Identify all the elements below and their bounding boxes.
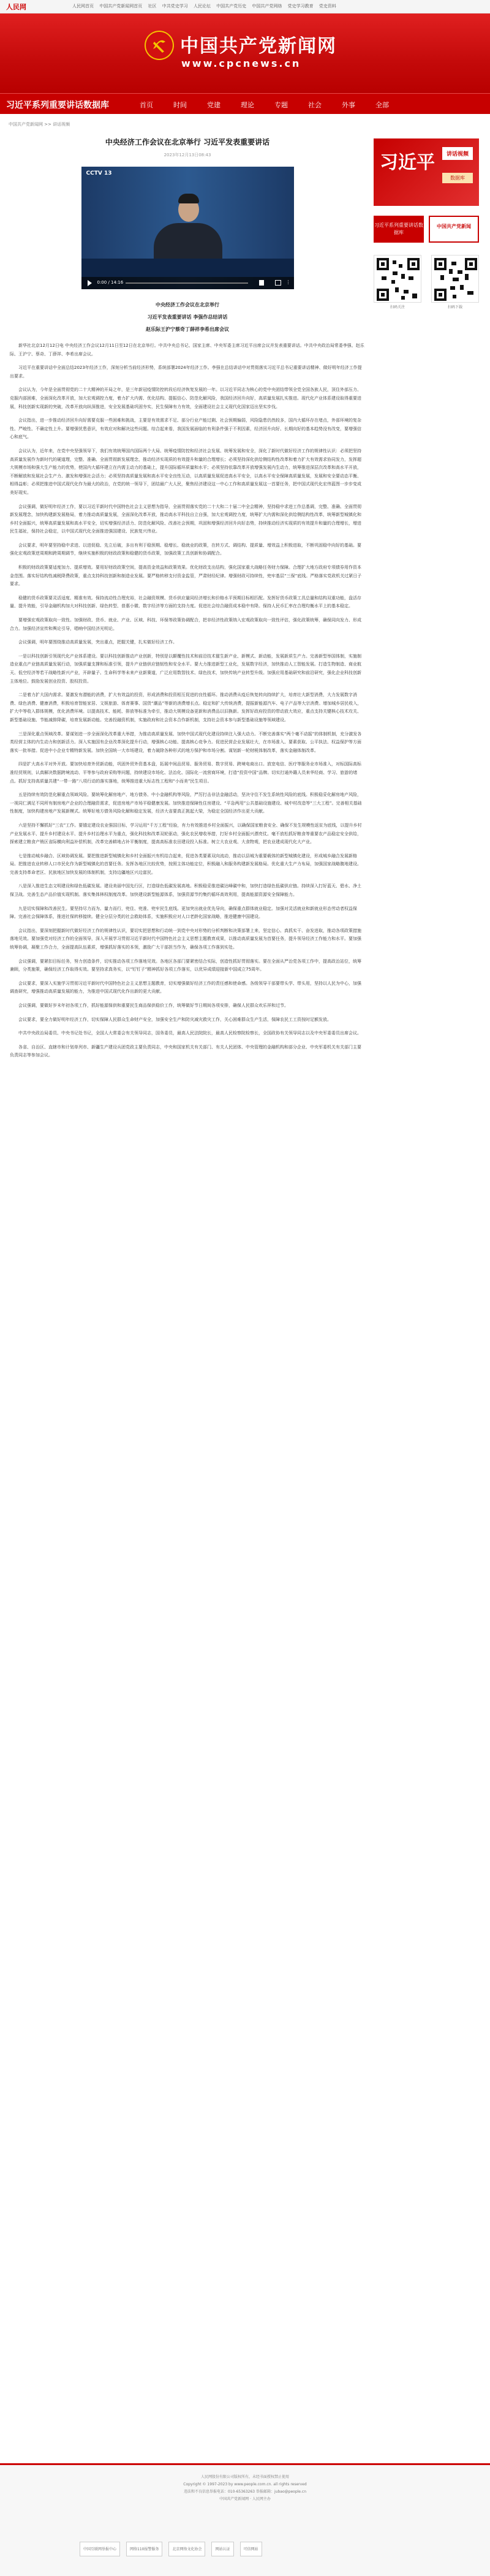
more-options-icon[interactable]: ⋮ (285, 279, 291, 285)
paragraph: 会议强调，做好明年经济工作，要以习近平新时代中国特色社会主义思想为指导，全面贯彻落实党的二十大和二十届二中全会精神，坚持稳中求进工作总基调，完整、准确、全面贯彻新发展理念，加快构建新发展格局，着力推动高质量发展，全面深化改革开放，推动高水平科技自立自强，加大宏观调控力度，统筹扩大内需和深化供给侧结构性改革，统筹新型城镇化和乡村全面振兴，统筹高质量发展和高水平安全，切实增强经济活力、防范化解风险、改善社会预期，巩固和增强经济回升向好态势，持续推动经济实现质的有效提升和量的合理增长，增进民生福祉，保持社会稳定，以中国式现代化全面推进强国建设、民族复兴伟业。 (10, 504, 361, 534)
paragraph: 会议要求，要深入实施学习贯彻习近平新时代中国特色社会主义思想主题教育，切实增强做好经济工作的责任感和使命感。各级领导干部要带头学、带头用，坚持以人民为中心，加强调查研究，增强推动高质量发展的能力，为推进中国式现代化作出新的更大贡献。 (10, 980, 361, 994)
party-emblem-icon (145, 31, 174, 60)
paragraph: 中共中央政治局委员、中央书记处书记，全国人大常委会有关领导同志，国务委员，最高人民法院院长，最高人民检察院检察长，全国政协有关领导同志以及中央军委委员出席会议。 (18, 1031, 361, 1036)
qr-code-icon (374, 255, 421, 303)
sidebar (374, 138, 479, 309)
fullscreen-icon[interactable] (275, 280, 281, 286)
paragraph: 会议指出，要深刻把握新时代做好经济工作的规律性认识，要切实把思想和行动统一到党中央对形势的分析判断和决策部署上来，坚定信心、真抓实干、奋发进取，推动各项政策措施落地见效。要加强党对经济工作的全面领导，深入开展学习贯彻习近平新时代中国特色社会主义思想主题教育成果，以推动高质量发展为首要任务，提升领导经济工作能力和水平。要加强统筹协调，凝聚工作合力，全面提高队伍素质，增强抓好落实的本领，激励广大干部担当作为，确保各项工作落到实处。 (10, 928, 361, 950)
footer-badge[interactable]: 网络110报警服务 (126, 2542, 162, 2556)
paragraph: 三是深化重点领域改革。要谋划进一步全面深化改革重大举措，为推动高质量发展、加快中国式现代化建设持续注入强大动力。不断完善落实“两个毫不动摇”的体制机制，充分激发各类经营主体的内生动力和创新活力。深入实施国有企业改革深化提升行动，增强核心功能、提高核心竞争力。促进民营企业发展壮大，在市场准入、要素获取、公平执法、权益保护等方面落实一批举措。促进中小企业专精特新发展。加快全国统一大市场建设，着力破除各种形式的地方保护和市场分割。谋划新一轮财税体制改革，落实金融体制改革。 (10, 731, 362, 753)
paragraph: 会议要求，要全力做好明年经济工作，切实保障人民群众生命财产安全，加强安全生产和防灾减灾救灾工作，关心困难群众生产生活，保障农民工工资按时足额发放。 (18, 1017, 331, 1022)
top-link[interactable]: 党史资料 (318, 4, 336, 9)
nav-item-time[interactable]: 时间 (173, 101, 187, 109)
article-subheads (10, 299, 365, 336)
paragraph: 习近平在重要讲话中全面总结2023年经济工作，深刻分析当前经济形势，系统部署2024年经济工作。李强在总结讲话中对贯彻落实习近平总书记重要讲话精神、做好明年经济工作提出要求。 (10, 365, 362, 379)
nav-item-party[interactable]: 党建 (207, 101, 221, 109)
paragraph: 要增强宏观政策取向一致性。加强财政、货币、就业、产业、区域、科技、环保等政策协调配合，把非经济性政策纳入宏观政策取向一致性评估，强化政策统筹，确保同向发力、形成合力。加强经济宣传和舆论引导，唱响中国经济光明论。 (10, 618, 361, 631)
breadcrumb[interactable]: 中国共产党新闻网 >> 讲话视频 (9, 122, 70, 127)
footer-badge[interactable]: 网站认证 (211, 2542, 233, 2556)
nav-item-topic[interactable]: 专题 (274, 101, 288, 109)
top-link[interactable]: 人民论坛 (193, 4, 211, 9)
banner-tag: 讲话视频 (442, 147, 473, 160)
play-icon[interactable] (88, 280, 92, 286)
paragraph: 六是坚持不懈抓好“三农”工作。要锚定建设农业强国目标，学习运用“千万工程”经验，有力有效推进乡村全面振兴，以确保国家粮食安全、确保不发生规模性返贫为底线，以提升乡村产业发展水平、提升乡村建设水平、提升乡村治理水平为重点，强化科技和改革双轮驱动，强化农民增收举措，打好乡村全面振兴漂亮仗。毫不放松抓好粮食等重要农产品稳定安全供给，探索建立粮食产销区省际横向利益补偿机制，改革完善耕地占补平衡制度，提高高标准农田建设投入标准。树立大农业观、大食物观，把农业建成现代化大产业。 (10, 822, 362, 845)
paragraph: 二是着力扩大国内需求。要激发有潜能的消费，扩大有效益的投资，形成消费和投资相互促进的良性循环。推动消费从疫后恢复转向持续扩大，培育壮大新型消费，大力发展数字消费、绿色消费、健康消费，积极培育智能家居、文娱旅游、体育赛事、国货“潮品”等新的消费增长点。稳定和扩大传统消费，提振新能源汽车、电子产品等大宗消费。增加城乡居民收入，扩大中等收入群体规模，优化消费环境。以提高技术、能耗、排放等标准为牵引，推动大规模设备更新和消费品以旧换新。发挥好政府投资的带动放大效应，重点支持关键核心技术攻关、新型基础设施、节能减排降碳，培育发展新动能。完善投融资机制，实施政府和社会资本合作新机制，支持社会资本参与新型基础设施等领域建设。 (10, 692, 362, 722)
speech-database-link[interactable]: 习近平系列重要讲话数据库 (374, 216, 424, 243)
footer-badge[interactable]: 中国互联网举报中心 (80, 2542, 120, 2556)
banner-calligraphy: 习近平 (380, 152, 435, 173)
paragraph: 会议指出，进一步推动经济回升向好需要克服一些困难和挑战，主要是有效需求不足、部分行业产能过剩、社会预期偏弱，风险隐患仍然较多，国内大循环存在堵点，外部环境的复杂性、严峻性、不确定性上升。要增强忧患意识，有效应对和解决这些问题。综合起来看，我国发展面临的有利条件强于不利因素，经济回升向好、长期向好的基本趋势没有改变，要增强信心和底气。 (10, 418, 361, 440)
nav-items (140, 100, 409, 110)
qr-code-icon (431, 255, 479, 303)
database-title[interactable]: 习近平系列重要讲话数据库 (6, 100, 109, 110)
channel-logo: CCTV 13 (86, 170, 112, 176)
top-link[interactable]: 人民网首页 (72, 4, 94, 9)
paragraph: 会议要求，明年要坚持稳中求进、以进促稳、先立后破，多出有利于稳预期、稳增长、稳就业的政策，在转方式、调结构、提质量、增效益上积极进取，不断巩固稳中向好的基础。要强化宏观政策逆周期和跨周期调节，继续实施积极的财政政策和稳健的货币政策，加强政策工具创新和协调配合。 (10, 542, 361, 556)
qr-caption: 扫码关注 (390, 305, 405, 309)
paragraph: 一是以科技创新引领现代化产业体系建设。要以科技创新推动产业创新，特别是以颠覆性技术和前沿技术催生新产业、新模式、新动能，发展新质生产力。完善新型举国体制，实施制造业重点产业链高质量发展行动，加强质量支撑和标准引领，提升产业链供应链韧性和安全水平。要大力推进新型工业化，发展数字经济，加快推动人工智能发展。打造生物制造、商业航天、低空经济等若干战略性新兴产业，开辟量子、生命科学等未来产业新赛道，广泛应用数智技术、绿色技术，加快传统产业转型升级。加强应用基础研究和前沿研究，强化企业科技创新主体地位。鼓励发展创业投资、股权投资。 (10, 653, 361, 684)
footer-line: 人民网股份有限公司版权所有，未经书面授权禁止使用 (200, 2475, 289, 2479)
top-link[interactable]: 党史学习教育 (287, 4, 314, 9)
party-news-link[interactable]: 中国共产党新闻 (429, 216, 479, 243)
xi-speech-banner[interactable] (374, 138, 479, 206)
nav-item-foreign[interactable]: 外事 (342, 101, 355, 109)
paragraph: 五是持续有效防范化解重点领域风险。要统筹化解房地产、地方债务、中小金融机构等风险，严厉打击非法金融活动，坚决守住不发生系统性风险的底线。积极稳妥化解房地产风险，一视同仁满足不同所有制房地产企业的合理融资需求，促进房地产市场平稳健康发展。加快推进保障性住房建设、“平急两用”公共基础设施建设、城中村改造等“三大工程”。完善相关基础性制度，加快构建房地产发展新模式。统筹好地方债务风险化解和稳定发展，经济大省要真正挑起大梁，为稳定全国经济作出更大贡献。 (10, 792, 362, 814)
subhead: 赵乐际王沪宁蔡奇丁薛祥李希出席会议 (146, 327, 229, 332)
main-nav (0, 93, 490, 114)
subhead: 中央经济工作会议在北京举行 (156, 302, 219, 308)
paragraph: 七是推动城乡融合、区域协调发展。要把推进新型城镇化和乡村全面振兴有机结合起来，促进各类要素双向流动，推动以县城为重要载体的新型城镇化建设，形成城乡融合发展新格局。把推进农业转移人口市民化作为新型城镇化的首要任务。发挥各地区比较优势，按照主体功能定位，积极融入和服务构建新发展格局。优化重大生产力布局，加强国家战略腹地建设。完善支持革命老区、民族地区加快发展的体制机制，支持边疆地区兴边富民。 (10, 853, 361, 875)
video-time: 0:00 / 14:16 (97, 280, 124, 285)
people-logo[interactable]: 人民网 (6, 3, 26, 11)
qr-caption: 扫码下载 (447, 305, 462, 309)
footer-line: Copyright © 1997-2023 by www.people.com.cn. all rights reserved (183, 2482, 307, 2487)
article-title: 中央经济工作会议在北京举行 习近平发表重要讲话 (105, 138, 270, 146)
footer-badges (80, 2542, 268, 2556)
paragraph: 会议强调，要做好岁末年初各项工作，抓好能源保供和重要民生商品保供稳价工作，统筹做好节日期间各项安排，确保人民群众欢乐祥和过节。 (18, 1003, 288, 1008)
top-utility-bar (0, 0, 490, 13)
footer-lines (110, 2474, 380, 2503)
footer-badge[interactable]: 北京网络文化协会 (168, 2542, 205, 2556)
nav-item-society[interactable]: 社会 (308, 101, 322, 109)
paragraph: 积极的财政政策要适度加力、提质增效。要用好财政政策空间，提高资金效益和政策效果。优化财政支出结构，强化国家重大战略任务财力保障。合理扩大地方政府专项债券用作资本金范围。落实好结构性减税降费政策，重点支持科技创新和制造业发展。要严格转移支付资金监管，严肃财经纪律。增强财政可持续性，兜牢基层“三保”底线。严格落实党政机关过紧日子要求。 (10, 565, 362, 587)
site-url: www.cpcnews.cn (181, 58, 301, 69)
top-link[interactable]: 中国共产党历史 (216, 4, 247, 9)
qr-block (374, 255, 421, 309)
paragraph: 会议强调，明年要围绕推动高质量发展，突出重点，把握关键，扎实做好经济工作。 (18, 640, 177, 645)
video-player[interactable] (81, 167, 294, 289)
footer-line: 中国共产党新闻网 · 人民网主办 (219, 2497, 271, 2501)
paragraph: 稳健的货币政策要灵活适度、精准有效。保持流动性合理充裕，社会融资规模、货币供应量同经济增长和价格水平预期目标相匹配。发挥好货币政策工具总量和结构双重功能，盘活存量、提升效能，引导金融机构加大对科技创新、绿色转型、普惠小微、数字经济等方面的支持力度。促进社会综合融资成本稳中有降。保持人民币汇率在合理均衡水平上的基本稳定。 (10, 595, 361, 609)
paragraph: 四是扩大高水平对外开放。要加快培育外贸新动能，巩固外贸外资基本盘，拓展中间品贸易、服务贸易、数字贸易、跨境电商出口。放宽电信、医疗等服务业市场准入，对标国际高标准经贸规则，认真解决数据跨境流动、平等参与政府采购等问题，持续建设市场化、法治化、国际化一流营商环境，打造“投资中国”品牌。切实打通外籍人员来华经商、学习、旅游的堵点。抓好支持高质量共建“一带一路”八项行动的落实落地，统筹推进重大标志性工程和“小而美”民生项目。 (10, 762, 361, 784)
top-links (72, 3, 341, 9)
site-banner (0, 13, 490, 93)
paragraph: 八是深入推进生态文明建设和绿色低碳发展。建设美丽中国先行区，打造绿色低碳发展高地。积极稳妥推进碳达峰碳中和，加快打造绿色低碳供应链。持续深入打好蓝天、碧水、净土保卫战。完善生态产品价值实现机制。落实集体林权制度改革。加快建设新型能源体系，加强资源节约集约循环高效利用，提高能源资源安全保障能力。 (10, 884, 361, 898)
top-link[interactable]: 中国共产党新闻网首页 (99, 4, 143, 9)
paragraph: 会议认为，今年是全面贯彻党的二十大精神的开局之年，是三年新冠疫情防控转段后经济恢复发展的一年。以习近平同志为核心的党中央团结带领全党全国各族人民，顶住外部压力、克服内部困难，全面深化改革开放，加大宏观调控力度，着力扩大内需、优化结构、提振信心、防范化解风险，我国经济回升向好，高质量发展扎实推进。现代化产业体系建设取得重要进展，科技创新实现新的突破，改革开放向纵深推进，安全发展基础巩固夯实，民生保障有力有效，全面建设社会主义现代化国家迈出坚实步伐。 (10, 387, 361, 409)
article-column (10, 132, 365, 1066)
site-footer (0, 2463, 490, 2576)
article-meta: 2023年12月13日08:43 (164, 153, 211, 157)
studio-desk (81, 259, 294, 277)
paragraph: 各省、自治区、直辖市和计划单列市、新疆生产建设兵团党政主要负责同志，中央和国家机关有关部门、有关人民团体、中央管理的金融机构和部分企业、中央军委机关有关部门主要负责同志等参加会议。 (10, 1044, 361, 1058)
video-controls (81, 277, 294, 289)
paragraph: 会议强调，要紧扣目标任务，努力创造条件，切实推动各项工作落地见效。各地区各部门要紧密结合实际，创造性抓好贯彻落实。要在全面从严治党各项工作中，提高政治站位，统筹兼顾，分类施策，确保经济工作取得实效。要坚持求真务实，以“钉钉子”精神抓好各项工作落实，以优异成绩迎接新中国成立75周年。 (10, 958, 361, 972)
paragraph: 九是切实保障和改善民生。要坚持尽力而为、量力而行，兜住、兜准、兜牢民生底线。更加突出就业优先导向，确保重点群体就业稳定。加强对灵活就业和新就业形态劳动者权益保障。完善社会保障体系，推进社保转移接续。健全分层分类的社会救助体系，实施积极应对人口老龄化国家战略，推进健康中国建设。 (10, 906, 357, 920)
banner-tag-secondary: 数据库 (442, 173, 473, 183)
article-body (10, 342, 365, 1060)
top-link[interactable]: 中共党史学习 (162, 4, 188, 9)
nav-item-all[interactable]: 全部 (375, 101, 389, 109)
paragraph: 新华社北京12月12日电 中央经济工作会议12月11日至12日在北京举行。中共中央总书记、国家主席、中央军委主席习近平出席会议并发表重要讲话。中共中央政治局常委李强、赵乐际、王沪宁、蔡奇、丁薛祥、李希出席会议。 (10, 343, 364, 357)
qr-codes (374, 255, 479, 309)
news-anchor-hair (178, 194, 199, 203)
subhead: 习近平发表重要讲话 李强作总结讲话 (147, 314, 228, 320)
top-link[interactable]: 社区 (148, 4, 157, 9)
sidebar-link-row (374, 216, 479, 243)
site-title[interactable]: 中国共产党新闻网 (180, 36, 337, 57)
paragraph: 会议认为，近年来，在党中央坚强领导下，我们有效统筹国内国际两个大局、统筹疫情防控和经济社会发展、统筹发展和安全，深化了新时代做好经济工作的规律性认识：必须把坚持高质量发展作为新时代的硬道理，完整、准确、全面贯彻新发展理念，推动经济实现质的有效提升和量的合理增长；必须坚持深化供给侧结构性改革和着力扩大有效需求协同发力，发挥超大规模市场和强大生产能力的优势，使国内大循环建立在内需主动力的基础上，提升国际循环质量和水平；必须坚持依靠改革开放增强发展内生动力，统筹推进深层次改革和高水平开放，不断解放和发展社会生产力、激发和增强社会活力；必须坚持高质量发展和高水平安全良性互动，以高质量发展促进高水平安全，以高水平安全保障高质量发展，发展和安全要动态平衡、相得益彰；必须把推进中国式现代化作为最大的政治，在党的统一领导下，团结最广大人民，聚焦经济建设这一中心工作和高质量发展这一首要任务，把中国式现代化宏伟蓝图一步步变成美好现实。 (10, 448, 361, 495)
qr-block (431, 255, 479, 309)
top-link[interactable]: 中国共产党网络 (252, 4, 282, 9)
volume-icon[interactable] (259, 280, 264, 286)
footer-line: 违法和不良信息举报电话：010-65363263 举报邮箱：jubao@people.cn (183, 2490, 307, 2494)
footer-badge[interactable]: 可信网站 (240, 2542, 262, 2556)
video-progress-bar[interactable] (126, 282, 248, 284)
nav-item-theory[interactable]: 理论 (241, 101, 254, 109)
nav-item-home[interactable]: 首页 (140, 101, 153, 109)
